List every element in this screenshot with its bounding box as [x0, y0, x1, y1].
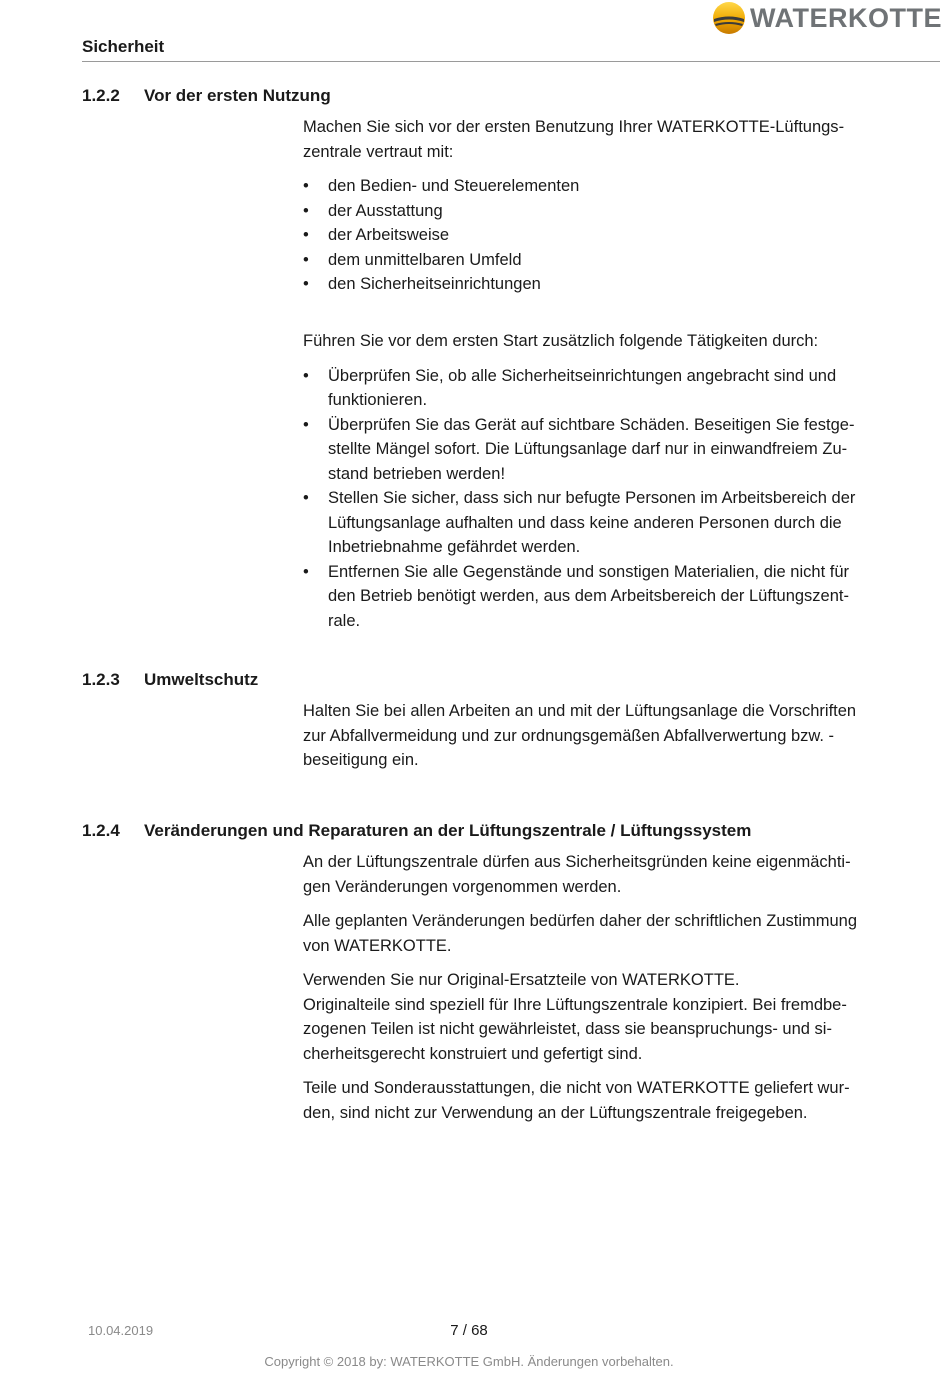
footer-copyright: Copyright © 2018 by: WATERKOTTE GmbH. Änderungen vorbehalten.	[264, 1354, 674, 1369]
paragraph: Machen Sie sich vor der ersten Benutzung Ihrer WATERKOTTE-Lüftungszentrale vertraut mit:	[303, 118, 845, 161]
paragraph: Halten Sie bei allen Arbeiten an und mit der Lüftungsanlage die Vorschriften zur Abfallvermeidung und zur ordnungsgemäßen Abfallverwertung bzw. -beseitigung ein.	[303, 702, 857, 769]
section-title: Veränderungen und Reparaturen an der Lüftungszentrale / Lüftungssystem	[144, 821, 752, 840]
section-number: 1.2.4	[82, 821, 120, 840]
page-section-title: Sicherheit	[82, 37, 165, 56]
paragraph: Alle geplanten Veränderungen bedürfen daher der schriftlichen Zustimmung von WATERKOTTE.	[303, 912, 858, 955]
list-item: • der Arbeitsweise	[303, 223, 868, 248]
list-item: • Stellen Sie sicher, dass sich nur befugte Personen im Arbeitsbereich der Lüftungsanlage aufhalten und dass keine anderen Personen durch die Inbetriebnahme gefährdet werden.	[303, 486, 868, 560]
footer-date: 10.04.2019	[88, 1323, 154, 1338]
section-title: Vor der ersten Nutzung	[144, 86, 331, 105]
section-body	[303, 115, 868, 297]
paragraph: Originalteile sind speziell für Ihre Lüftungszentrale konzipiert. Bei fremdbezogenen Teilen ist nicht gewährleistet, dass sie beanspruchungs- und sicherheitsgerecht konstruiert und gefertigt sind.	[303, 995, 847, 1063]
paragraph: Führen Sie vor dem ersten Start zusätzlich folgende Tätigkeiten durch:	[303, 332, 819, 350]
section-heading	[82, 86, 331, 106]
paragraph: Verwenden Sie nur Original-Ersatzteile von WATERKOTTE.	[303, 971, 740, 989]
list-item: • der Ausstattung	[303, 199, 868, 224]
header-divider	[82, 61, 940, 62]
bullet-list	[303, 174, 868, 297]
section-body	[303, 699, 868, 783]
list-item: • den Sicherheitseinrichtungen	[303, 272, 868, 297]
paragraph: An der Lüftungszentrale dürfen aus Sicherheitsgründen keine eigenmächtigen Veränderungen vorgenommen werden.	[303, 853, 851, 896]
bullet-list	[303, 364, 868, 634]
list-item: • dem unmittelbaren Umfeld	[303, 248, 868, 273]
waterkotte-logo	[712, 0, 942, 36]
sun-logo-icon	[712, 1, 746, 35]
page-number: 7 / 68	[450, 1322, 488, 1339]
section-title: Umweltschutz	[144, 670, 259, 689]
section-body	[303, 329, 868, 633]
section-body	[303, 850, 868, 1135]
section-heading	[82, 821, 751, 841]
logo-text: WATERKOTTE	[750, 2, 942, 33]
section-heading	[82, 670, 258, 690]
section-number: 1.2.3	[82, 670, 120, 689]
list-item: • Überprüfen Sie, ob alle Sicherheitseinrichtungen angebracht sind und funktionieren.	[303, 364, 868, 413]
list-item: • Überprüfen Sie das Gerät auf sichtbare Schäden. Beseitigen Sie festgestellte Mängel sofort. Die Lüftungsanlage darf nur in einwandfreiem Zustand betrieben werden!	[303, 413, 868, 487]
list-item: • den Bedien- und Steuerelementen	[303, 174, 868, 199]
section-number: 1.2.2	[82, 86, 120, 105]
list-item: • Entfernen Sie alle Gegenstände und sonstigen Materialien, die nicht für den Betrieb benötigt werden, aus dem Arbeitsbereich der Lüftungszentrale.	[303, 560, 868, 634]
paragraph: Teile und Sonderausstattungen, die nicht von WATERKOTTE geliefert wurden, sind nicht zur Verwendung an der Lüftungszentrale freigegeben.	[303, 1079, 850, 1122]
